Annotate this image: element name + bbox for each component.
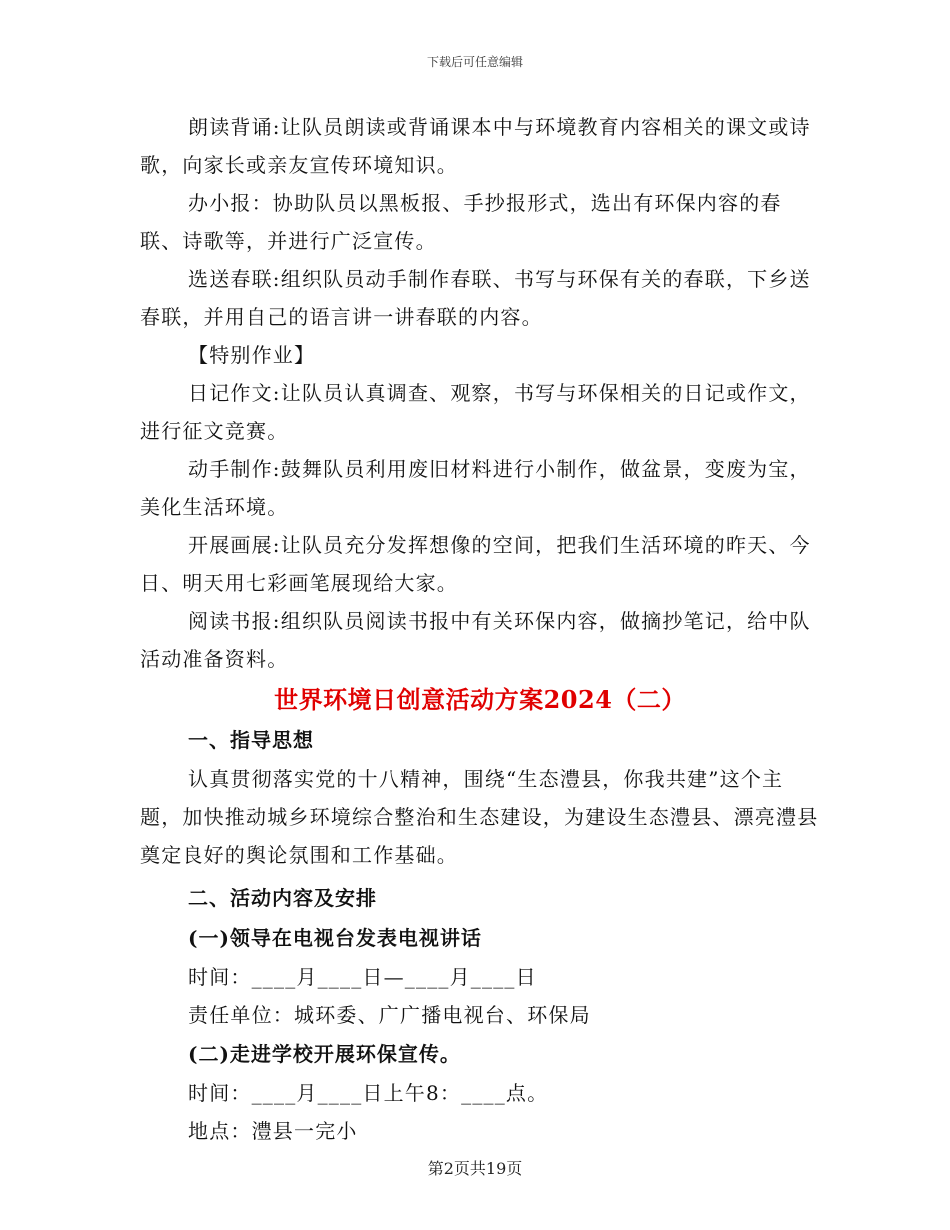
heading-tv-speech: (一)领导在电视台发表电视讲话 [188, 926, 482, 950]
paragraph-exhibition: 开展画展:让队员充分发挥想像的空间，把我们生活环境的昨天、今日、明天用七彩画笔展现给大家。 [140, 533, 811, 595]
text-tv-speech-time: 时间：____月____日—____月____日 [188, 965, 537, 989]
heading-school-campaign: (二)走进学校开展环保宣传。 [188, 1042, 461, 1066]
paragraph-special-homework: 【特别作业】 [188, 343, 316, 367]
text-school-campaign-place: 地点：澧县一完小 [188, 1119, 358, 1143]
paragraph-guiding-ideology: 认真贯彻落实党的十八精神，围绕“生态澧县，你我共建”这个主题，加快推动城乡环境综合整治和生态建设，为建设生态澧县、漂亮澧县奠定良好的舆论氛围和工作基础。 [140, 767, 819, 867]
paragraph-couplets: 选送春联:组织队员动手制作春联、书写与环保有关的春联，下乡送春联，并用自己的语言讲一讲春联的内容。 [140, 267, 811, 329]
heading-guiding-ideology: 一、指导思想 [188, 728, 314, 752]
text-school-campaign-time: 时间：____月____日上午8：____点。 [188, 1081, 549, 1105]
document-body [140, 108, 820, 1150]
heading-activity-content: 二、活动内容及安排 [188, 886, 377, 910]
section-title: 世界环境日创意活动方案2024（二） [274, 685, 686, 714]
paragraph-diary: 日记作文:让队员认真调查、观察，书写与环保相关的日记或作文，进行征文竞赛。 [140, 381, 811, 443]
page-header: 下载后可任意编辑 [426, 55, 523, 69]
paragraph-reading: 阅读书报:组织队员阅读书报中有关环保内容，做摘抄笔记，给中队活动准备资料。 [140, 609, 811, 671]
paragraph-handmade: 动手制作:鼓舞队员利用废旧材料进行小制作，做盆景，变废为宝，美化生活环境。 [140, 457, 811, 519]
text-tv-speech-unit: 责任单位：城环委、广广播电视台、环保局 [188, 1003, 591, 1027]
page-footer: 第2页共19页 [427, 1159, 523, 1178]
paragraph-newspaper: 办小报：协助队员以黑板报、手抄报形式，选出有环保内容的春联、诗歌等，并进行广泛宣传。 [140, 191, 782, 253]
paragraph-recite: 朗读背诵:让队员朗读或背诵课本中与环境教育内容相关的课文或诗歌，向家长或亲友宣传环境知识。 [140, 115, 811, 177]
